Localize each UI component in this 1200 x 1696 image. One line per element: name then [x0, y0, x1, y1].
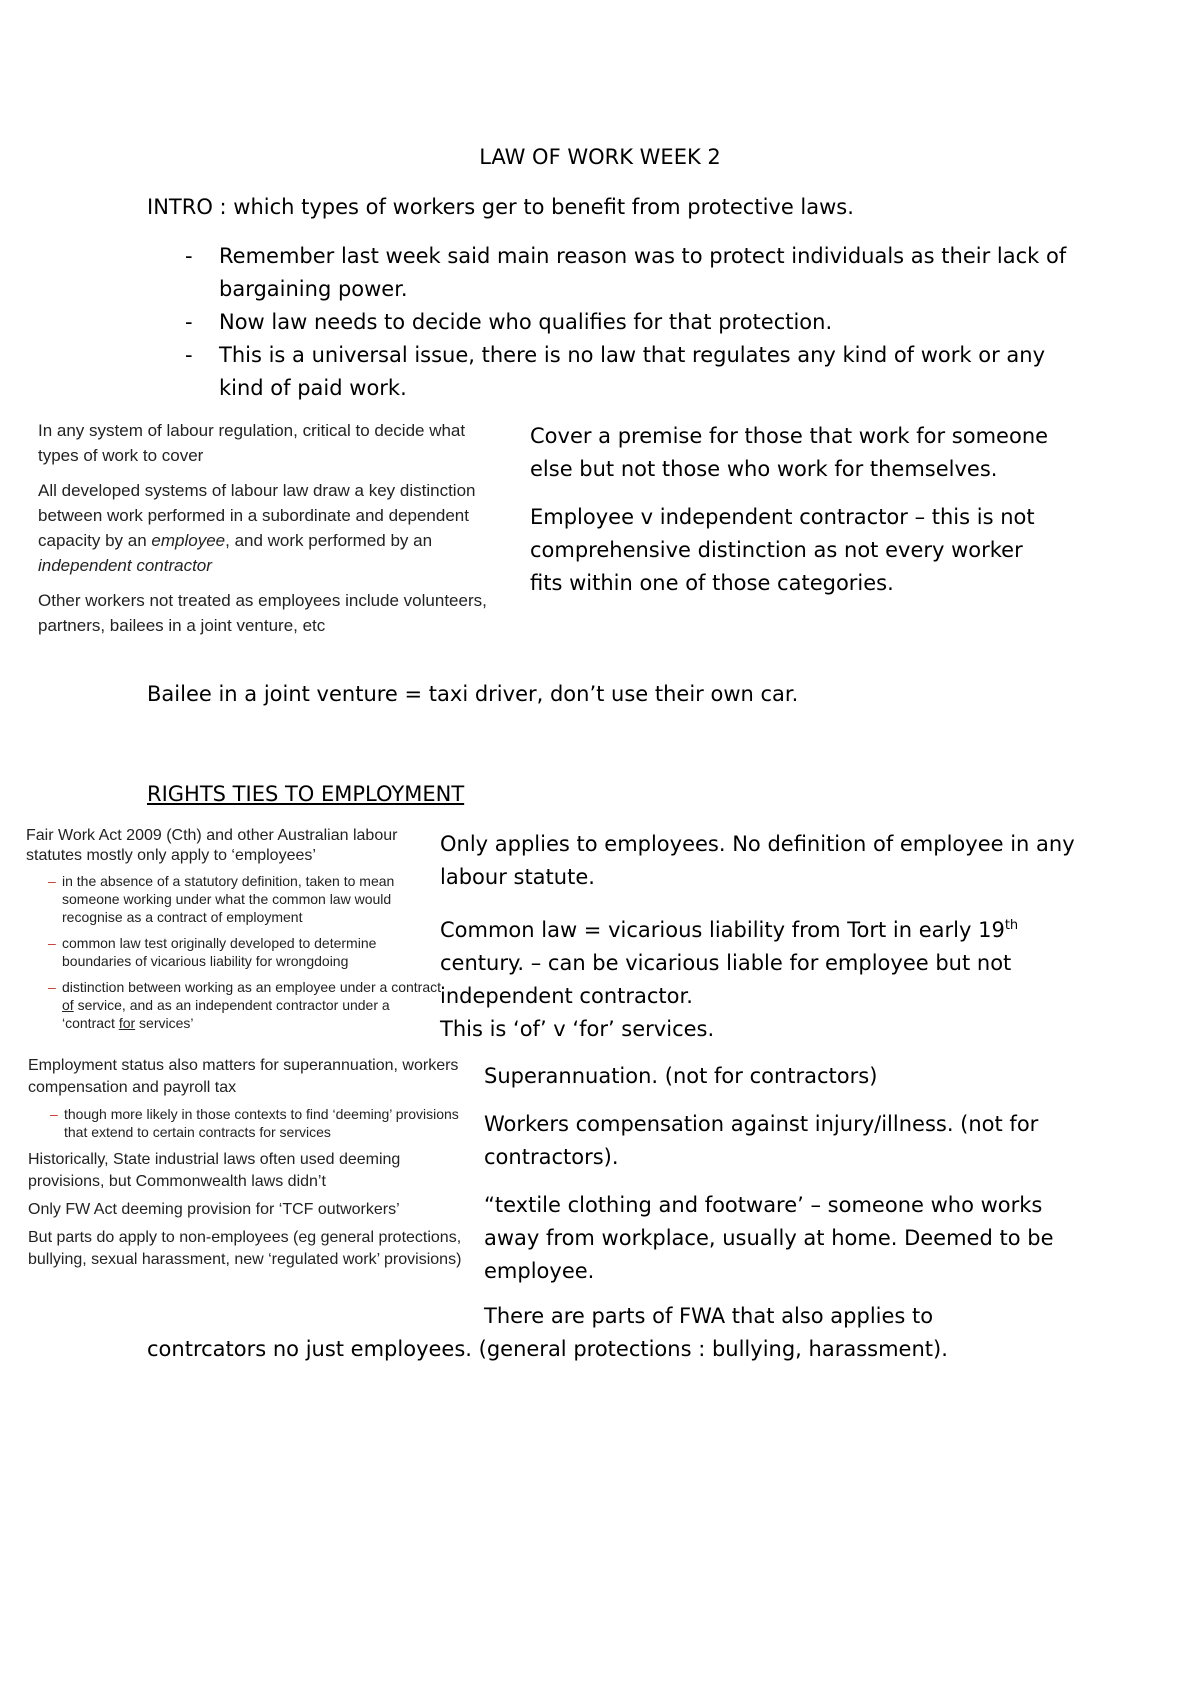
bullet-dash: -: [185, 343, 193, 367]
slide-excerpt-employment-status: [28, 1055, 473, 1277]
note-paragraph: Cover a premise for those that work for someone else but not those who work for themselves.: [530, 424, 1049, 481]
notes-coverage: [530, 420, 1050, 615]
list-item: - Remember last week said main reason was to protect individuals as their lack of bargaining power.: [185, 240, 1085, 306]
list-item: - Now law needs to decide who qualifies for that protection.: [185, 306, 1085, 339]
slide-subpoint: – in the absence of a statutory definition, taken to mean someone working under what the common law would recognise as a contract of employment: [48, 873, 395, 925]
note-paragraph: This is ‘of’ v ‘for’ services.: [440, 1017, 715, 1041]
slide-subpoint: – common law test originally developed to determine boundaries of vicarious liability for wrongdoing: [48, 935, 377, 969]
note-paragraph: “textile clothing and footware’ – someone who works away from workplace, usually at home. Deemed to be employee.: [484, 1193, 1054, 1283]
note-paragraph: Employee v independent contractor – this is not comprehensive distinction as not every worker fits within one of those categories.: [530, 505, 1035, 595]
slide-paragraph: Historically, State industrial laws often used deeming provisions, but Commonwealth laws didn’t: [28, 1151, 401, 1190]
slide-paragraph: Employment status also matters for superannuation, workers compensation and payroll tax: [28, 1057, 459, 1096]
page-title: LAW OF WORK WEEK 2: [479, 145, 721, 169]
bullet-dash: -: [185, 310, 193, 334]
note-paragraph: Common law = vicarious liability from Tort in early 19th century. – can be vicarious liable for employee but not independent contractor.: [440, 918, 1019, 1008]
section-heading-rights: RIGHTS TIES TO EMPLOYMENT: [147, 782, 465, 806]
note-paragraph: Workers compensation against injury/illness. (not for contractors).: [484, 1112, 1039, 1169]
slide-paragraph: Other workers not treated as employees include volunteers, partners, bailees in a joint venture, etc: [38, 591, 487, 635]
note-paragraph: Only applies to employees. No definition of employee in any labour statute.: [440, 832, 1075, 889]
closing-note: There are parts of FWA that also applies to contrcators no just employees. (general protections : bullying, harassment).: [147, 1304, 948, 1361]
bullet-dash: -: [185, 244, 193, 268]
intro-bullet-list: [185, 240, 1085, 405]
slide-paragraph: In any system of labour regulation, critical to decide what types of work to cover: [38, 421, 466, 465]
slide-excerpt-fair-work-act: [26, 826, 446, 1040]
notes-employees: [440, 828, 1080, 1061]
slide-subpoint: – though more likely in those contexts to find ‘deeming’ provisions that extend to certain contracts for services: [50, 1106, 459, 1140]
slide-paragraph: Only FW Act deeming provision for ‘TCF outworkers’: [28, 1201, 400, 1218]
list-item: - This is a universal issue, there is no law that regulates any kind of work or any kind of paid work.: [185, 339, 1085, 405]
bailee-note: Bailee in a joint venture = taxi driver, don’t use their own car.: [147, 682, 799, 706]
notes-superannuation: [484, 1060, 1084, 1303]
intro-line: INTRO : which types of workers ger to benefit from protective laws.: [147, 195, 854, 219]
slide-subpoint: – distinction between working as an employee under a contract of service, and as an independent contractor under a ‘contract for services’: [48, 979, 441, 1031]
slide-paragraph: Fair Work Act 2009 (Cth) and other Australian labour statutes mostly only apply to ‘employees’: [26, 827, 398, 864]
slide-paragraph: But parts do apply to non-employees (eg general protections, bullying, sexual harassment, new ‘regulated work’ provisions): [28, 1229, 462, 1268]
slide-paragraph: All developed systems of labour law draw a key distinction between work performed in a subordinate and dependent capacity by an employee, and work performed by an independent contractor: [38, 481, 476, 575]
note-paragraph: Superannuation. (not for contractors): [484, 1064, 878, 1088]
slide-excerpt-coverage: [38, 418, 508, 648]
